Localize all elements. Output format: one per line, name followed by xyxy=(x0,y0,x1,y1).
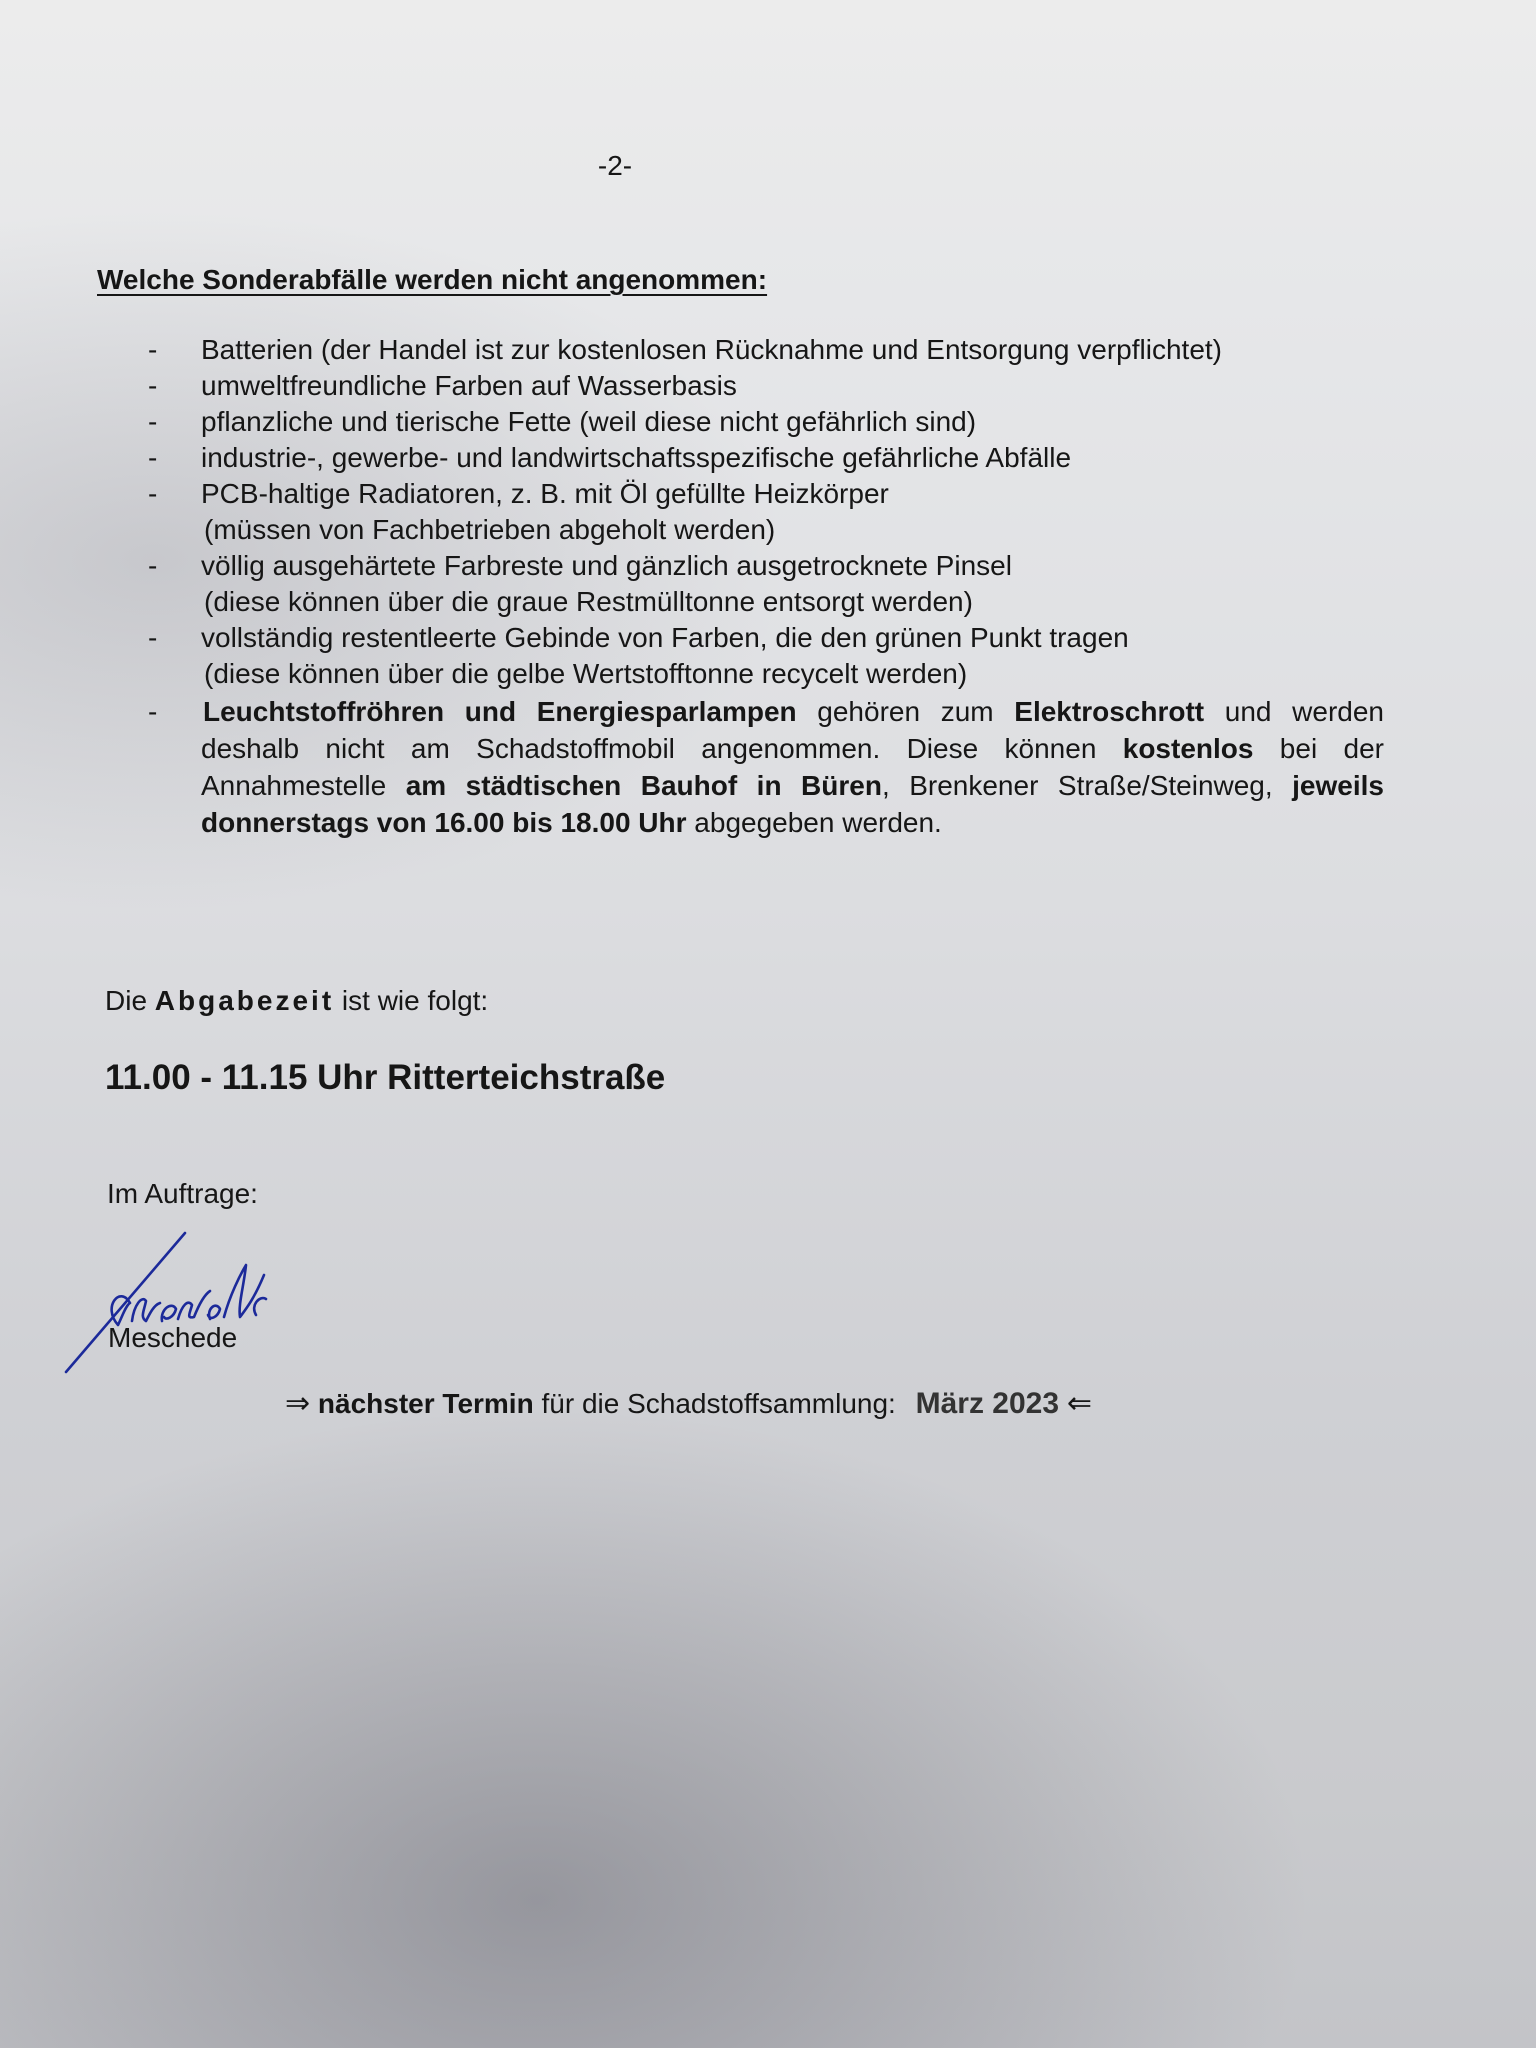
list-dash: - xyxy=(148,622,158,653)
arrow-left-icon: ⇐ xyxy=(1066,1387,1092,1420)
next-date-line xyxy=(285,1386,1092,1421)
list-item-text xyxy=(201,696,1384,838)
page-number: -2- xyxy=(597,150,633,181)
signatory-name: Meschede xyxy=(108,1322,238,1353)
next-date-month: März 2023 xyxy=(915,1387,1060,1420)
text-segment: , Brenkener Straße/Steinweg, xyxy=(881,770,1293,801)
list-item-text: PCB-haltige Radiatoren, z. B. mit Öl gefüllte Heizkörper xyxy=(201,478,889,509)
list-item-text: Batterien (der Handel ist zur kostenlosen Rücknahme und Entsorgung verpflichtet) xyxy=(201,334,1222,365)
list-dash: - xyxy=(148,478,158,509)
abgabe-suffix: ist wie folgt: xyxy=(334,985,489,1016)
list-item-text: industrie-, gewerbe- und landwirtschaftsspezifische gefährliche Abfälle xyxy=(201,442,1072,473)
list-item xyxy=(148,693,1384,841)
emphasis-lamps: Leuchtstoffröhren und Energiesparlampen xyxy=(203,696,797,727)
abgabe-time-location: 11.00 - 11.15 Uhr Ritterteichstraße xyxy=(105,1058,666,1097)
list-item-note: (diese können über die gelbe Wertstofftonne recycelt werden) xyxy=(204,658,968,689)
im-auftrage-label: Im Auftrage: xyxy=(107,1178,258,1209)
list-item xyxy=(148,476,1384,548)
abgabe-emphasis: Abgabezeit xyxy=(154,985,335,1016)
emphasis-bauhof: am städtischen Bauhof in Büren xyxy=(405,770,882,801)
list-item xyxy=(148,548,1384,620)
emphasis-free: kostenlos xyxy=(1122,733,1254,764)
list-item-note: (müssen von Fachbetrieben abgeholt werden) xyxy=(204,514,776,545)
list-dash: - xyxy=(148,550,158,581)
list-item xyxy=(148,332,1384,368)
list-item xyxy=(148,620,1384,692)
next-date-label: nächster Termin xyxy=(317,1388,534,1419)
text-segment: gehören zum xyxy=(796,696,1015,727)
list-item-note: (diese können über die graue Restmülltonne entsorgt werden) xyxy=(204,586,973,617)
list-item-text: völlig ausgehärtete Farbreste und gänzlich ausgetrocknete Pinsel xyxy=(201,550,1012,581)
section-heading: Welche Sonderabfälle werden nicht angenommen: xyxy=(97,264,768,295)
abgabe-intro xyxy=(105,985,488,1017)
list-item xyxy=(148,368,1384,404)
emphasis-electronic-waste: Elektroschrott xyxy=(1014,696,1205,727)
list-item-text: umweltfreundliche Farben auf Wasserbasis xyxy=(201,370,737,401)
next-date-text: für die Schadstoffsammlung: xyxy=(533,1388,896,1419)
signature-scribble xyxy=(60,1225,290,1385)
list-dash: - xyxy=(148,334,158,365)
excluded-waste-list xyxy=(148,332,1384,841)
abgabe-prefix: Die xyxy=(105,985,155,1016)
list-dash: - xyxy=(148,442,158,473)
text-segment: abgegeben werden. xyxy=(686,807,942,838)
text-segment: und werden deshalb nicht am Schadstoffmobil angenommen. Diese können xyxy=(201,696,1384,764)
list-item-text: vollständig restentleerte Gebinde von Farben, die den grünen Punkt tragen xyxy=(201,622,1129,653)
emphasis-hours: jeweils donnerstags von 16.00 bis 18.00 Uhr xyxy=(201,770,1384,838)
list-dash: - xyxy=(148,370,158,401)
list-item xyxy=(148,404,1384,440)
arrow-right-icon: ⇒ xyxy=(285,1387,311,1420)
list-dash: - xyxy=(148,696,158,727)
list-dash: - xyxy=(148,406,158,437)
text-segment: bei der Annahmestelle xyxy=(201,733,1384,801)
list-item xyxy=(148,440,1384,476)
list-item-text: pflanzliche und tierische Fette (weil diese nicht gefährlich sind) xyxy=(201,406,977,437)
